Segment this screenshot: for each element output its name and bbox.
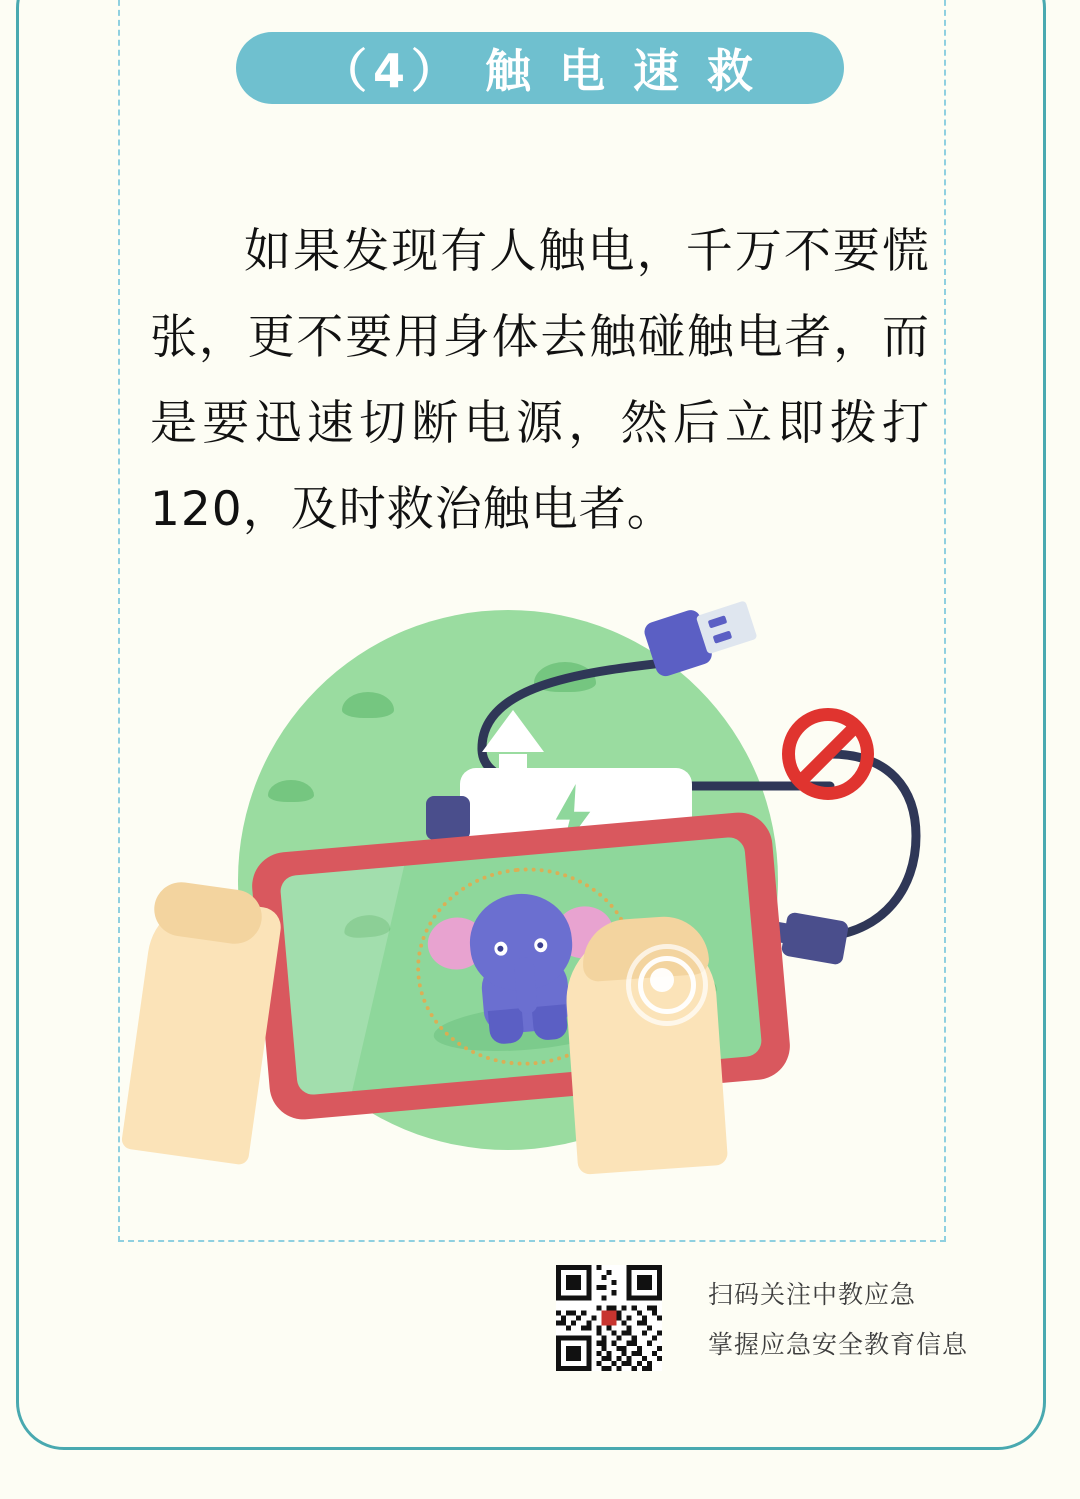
illustration xyxy=(130,600,930,1210)
footer-line-1: 扫码关注中教应急 xyxy=(708,1280,917,1309)
footer-qr-block xyxy=(556,1258,969,1378)
touch-ripple-icon xyxy=(626,944,704,1022)
body-paragraph: 如果发现有人触电，千万不要慌张，更不要用身体去触碰触电者，而是要迅速切断电源，然后立即拨打120，及时救治触电者。 xyxy=(150,224,930,537)
page-title: （4） 触 电 速 救 xyxy=(320,44,760,98)
qr-code[interactable] xyxy=(556,1265,662,1371)
section-title-banner xyxy=(236,32,844,104)
charging-port-icon xyxy=(426,796,470,840)
footer-text xyxy=(708,1275,968,1361)
prohibition-icon xyxy=(782,708,874,800)
footer-line-2: 掌握应急安全教育信息 xyxy=(708,1330,969,1359)
screen-glare xyxy=(279,836,407,1096)
